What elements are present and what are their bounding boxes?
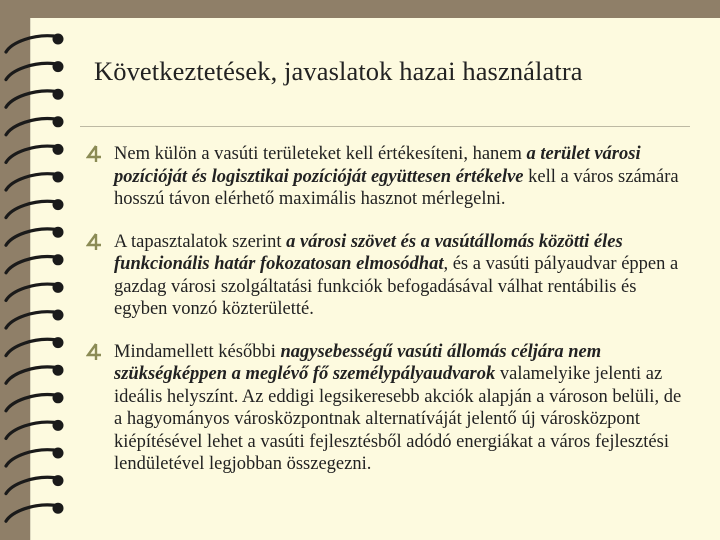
bullet-item <box>86 231 686 321</box>
binding-ring <box>6 116 64 135</box>
bullet-text <box>114 231 686 321</box>
binding-ring <box>6 310 64 329</box>
binding-ring <box>6 254 64 273</box>
binding-ring <box>6 392 64 411</box>
binding-ring <box>6 282 64 301</box>
text-segment: Nem külön a vasúti területeket kell értékesíteni, hanem <box>114 144 527 164</box>
binding-ring <box>6 199 64 218</box>
emphasized-text: a városi szövet és a vasútállomás közötti éles funkcionális határ fokozatosan elmosódhat <box>114 231 623 274</box>
binding-ring <box>6 503 64 522</box>
bullet-item <box>86 341 686 476</box>
title-divider <box>80 126 690 127</box>
binding-ring <box>6 34 64 53</box>
binding-ring <box>6 89 64 108</box>
binding-ring <box>6 448 64 467</box>
binding-ring <box>6 144 64 163</box>
bullet-text <box>114 143 686 211</box>
text-segment: Mindamellett későbbi <box>114 341 281 362</box>
text-segment: valamelyike jelenti az ideális helyszínt. Az eddigi legsikeresebb akciók alapján a városon belüli, de a hagyományos városközpontnak alternatíváját jelentő új városközpont kiépítésével lehet a vasúti fejlesztésből adódó energiákat a város fejlesztési lendületével legjobban összegezni. <box>114 364 682 474</box>
emphasized-text: a terület városi pozícióját és logisztikai pozícióját együttesen értékelve <box>114 144 641 187</box>
binding-ring <box>6 420 64 439</box>
spiral-binding <box>0 0 80 540</box>
text-segment: kell a város számára hosszú távon elérhető maximális hasznot mérlegelni. <box>114 166 679 209</box>
numeral-four-icon <box>86 145 102 163</box>
binding-ring <box>6 172 64 191</box>
binding-ring <box>6 61 64 80</box>
numeral-four-icon <box>86 233 102 251</box>
text-segment: A tapasztalatok szerint <box>114 231 287 252</box>
emphasized-text: nagysebességű vasúti állomás céljára nem szükségképpen a meglévő fő személypályaudvarok <box>114 341 602 384</box>
binding-ring <box>6 365 64 384</box>
slide-title: Következtetések, javaslatok hazai használatra <box>94 56 583 86</box>
binding-ring <box>6 227 64 246</box>
numeral-four-icon <box>86 343 102 361</box>
text-segment: , és a vasúti pályaudvar éppen a gazdag városi szolgáltatási funkciók befogadásával válhat rentábilis és egyben vonzó közterületté. <box>114 254 679 319</box>
binding-ring <box>6 337 64 356</box>
bullet-item <box>86 143 686 211</box>
bullet-list <box>86 143 686 496</box>
bullet-text <box>114 341 686 476</box>
binding-ring <box>6 475 64 494</box>
